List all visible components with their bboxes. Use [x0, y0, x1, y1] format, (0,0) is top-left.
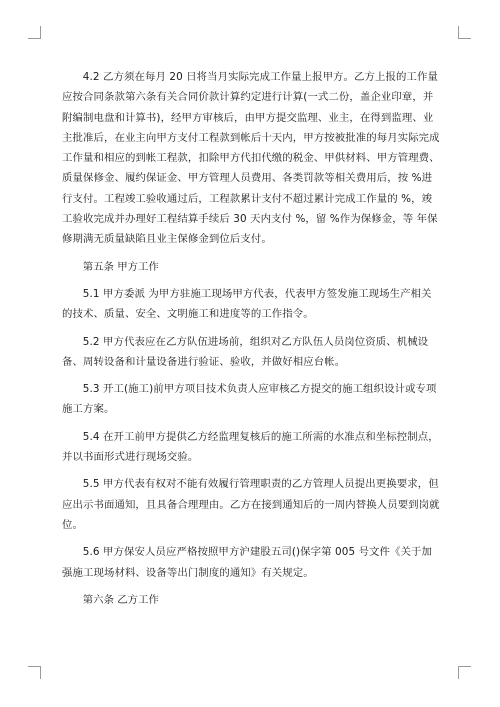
document-body	[62, 67, 442, 617]
clause-5-1: 5.1 甲方委派 为甲方驻施工现场甲方代表，代表甲方签发施工现场生产相关的技术、质量、安全、文明施工和进度等的工作指令。	[62, 287, 432, 321]
crop-mark-bottom-right	[458, 666, 471, 679]
clause-5-5: 5.5 甲方代表有权对不能有效履行管理职责的乙方管理人员提出更换要求，但应出示书面通知，且具备合理理由。乙方在接到通知后的一周内替换人员要到岗就位。	[62, 478, 440, 531]
clause-5-2: 5.2 甲方代表应在乙方队伍进场前，组织对乙方队伍人员岗位资质、机械设备、周转设备和计量设备进行验证、验收，并做好相应台帐。	[62, 335, 429, 368]
clause-5-4: 5.4 在开工前甲方提供乙方经监理复核后的施工所需的水准点和坐标控制点，并以书面形式进行现场交验。	[62, 430, 439, 464]
clause-5-6: 5.6 甲方保安人员应严格按照甲方沪建股五司()保字第 005 号文件《关于加强施工现场材料、设备等出门制度的通知》有关规定。	[62, 546, 433, 579]
crop-mark-bottom-left	[28, 666, 41, 679]
section-heading-article-6: 第六条 乙方工作	[82, 593, 159, 606]
crop-mark-top-left	[28, 26, 41, 39]
clause-4-2: 4.2 乙方须在每月 20 日将当月实际完成工作量上报甲方。乙方上报的工作量应按合同条款第六条有关合同价款计算约定进行计算(一式二份，盖企业印章，并附编制电盘和计算书)，经甲方审核后，由甲方提交监理、业主，在得到监理、业主批准后，在业主向甲方支付工程款到帐后十天内，甲方按被批准的每月实际完成工作量和相应的到帐工程款，扣除甲方代扣代缴的税金、甲供材料、甲方管理费、质量保修金、履约保证金、甲方管理人员费用、各类罚款等相关费用后，按 %进行支付。工程竣工验收通过后，工程款累计支付不超过累计完成工作量的 %，竣工验收完成并办理好工程结算手续后 30 天内支付 %，留 %作为保修金，等 年保修期满无质量缺陷且业主保修金到位后支付。	[62, 71, 440, 246]
section-heading-article-5: 第五条 甲方工作	[82, 260, 159, 273]
clause-5-3: 5.3 开工(施工)前甲方项目技术负责人应审核乙方提交的施工组织设计或专项施工方案。	[62, 383, 437, 416]
crop-mark-top-right	[458, 26, 471, 39]
